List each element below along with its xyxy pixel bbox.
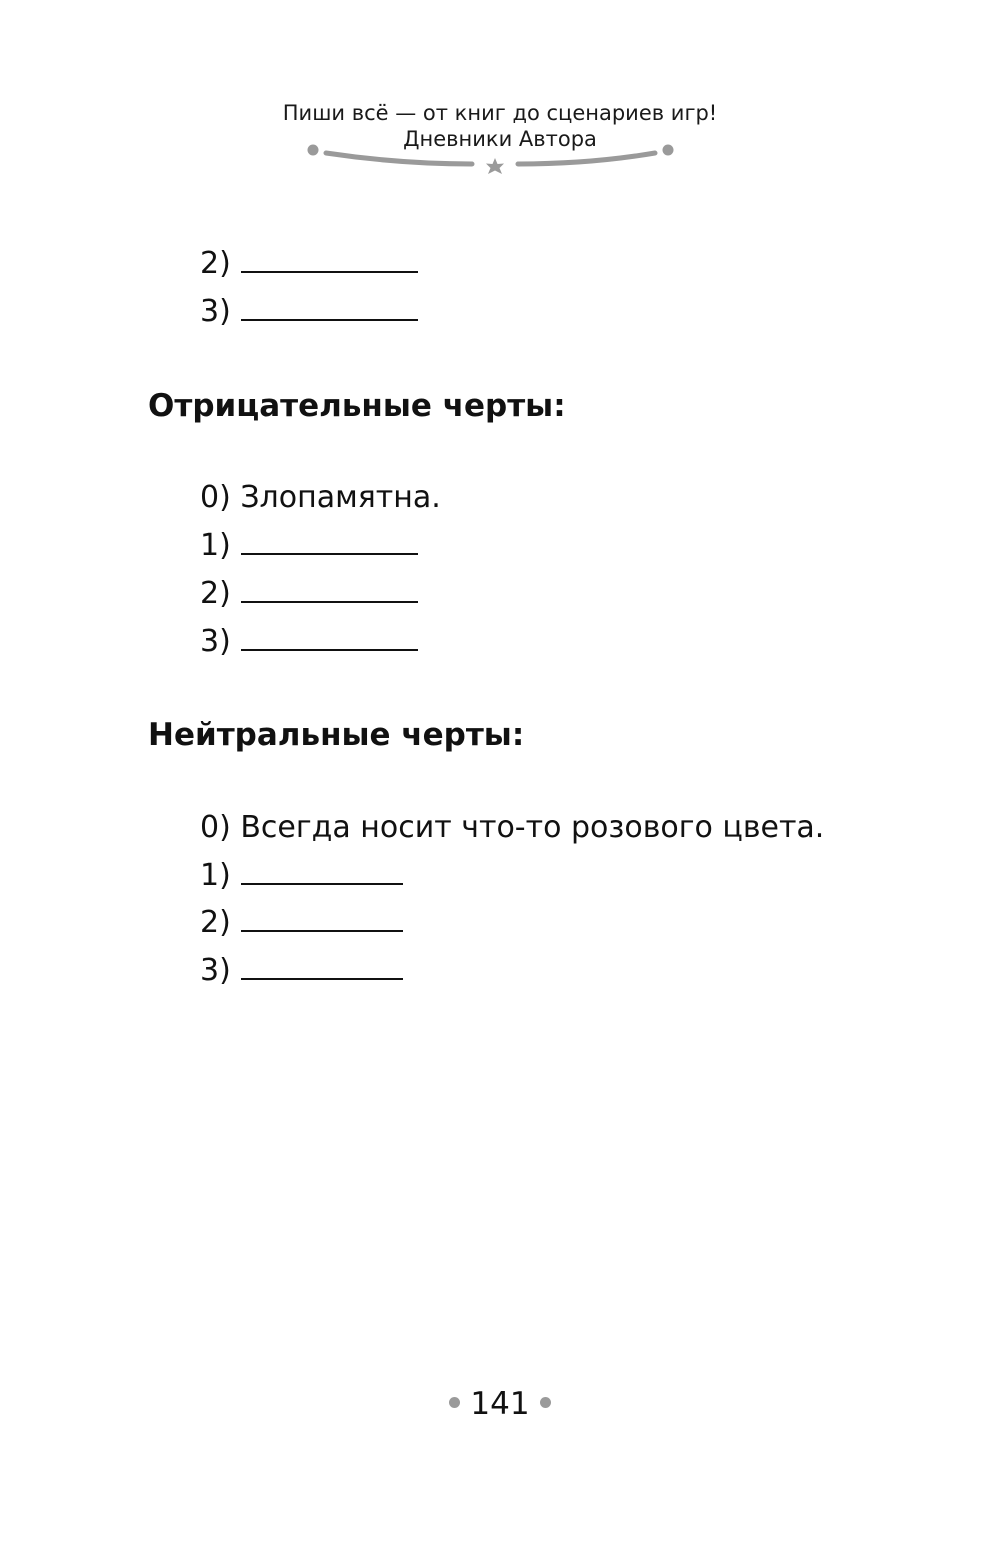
fill-in-blank: [241, 553, 418, 555]
fill-in-blank: [241, 319, 418, 321]
list-item-number: 2): [200, 576, 231, 611]
ornament-right-swoosh: [518, 153, 655, 164]
list-item: [200, 528, 418, 564]
list-item-number: 1): [200, 858, 231, 893]
fill-in-blank: [241, 978, 403, 980]
list-item-number: 1): [200, 528, 231, 563]
list-item-text: 0) Всегда носит что-то розового цвета.: [200, 810, 825, 845]
fill-in-blank: [241, 271, 418, 273]
header-subtitle: Дневники Автора: [403, 127, 597, 151]
list-item: [200, 294, 418, 330]
list-item-number: 3): [200, 624, 231, 659]
list-item: [200, 576, 418, 612]
list-item: [200, 858, 403, 894]
list-item: [200, 905, 403, 941]
right-dot-icon: [540, 1397, 551, 1408]
list-item: [200, 480, 441, 516]
fill-in-blank: [241, 930, 403, 932]
section-title-negative: Отрицательные черты:: [148, 388, 566, 424]
page-number: 141: [470, 1386, 530, 1422]
ornament-left-swoosh: [326, 153, 472, 164]
ornament-left-dot: [308, 145, 319, 156]
list-item: [200, 953, 403, 989]
list-item-number: 3): [200, 294, 231, 329]
fill-in-blank: [241, 883, 403, 885]
list-item: [200, 624, 418, 660]
list-item-text: 0) Злопамятна.: [200, 480, 441, 515]
header-title: Пиши всё — от книг до сценариев игр!: [282, 101, 718, 125]
left-dot-icon: [449, 1397, 460, 1408]
fill-in-blank: [241, 649, 418, 651]
page-number-footer: [0, 1384, 1000, 1424]
list-item: [200, 810, 824, 846]
fill-in-blank: [241, 601, 418, 603]
list-item-number: 3): [200, 953, 231, 988]
header-ornament: [300, 138, 700, 182]
list-item: [200, 246, 418, 282]
ornament-star-icon: [486, 158, 504, 174]
section-title-neutral: Нейтральные черты:: [148, 717, 525, 753]
list-item-number: 2): [200, 246, 231, 281]
ornament-right-dot: [663, 145, 674, 156]
list-item-number: 2): [200, 905, 231, 940]
